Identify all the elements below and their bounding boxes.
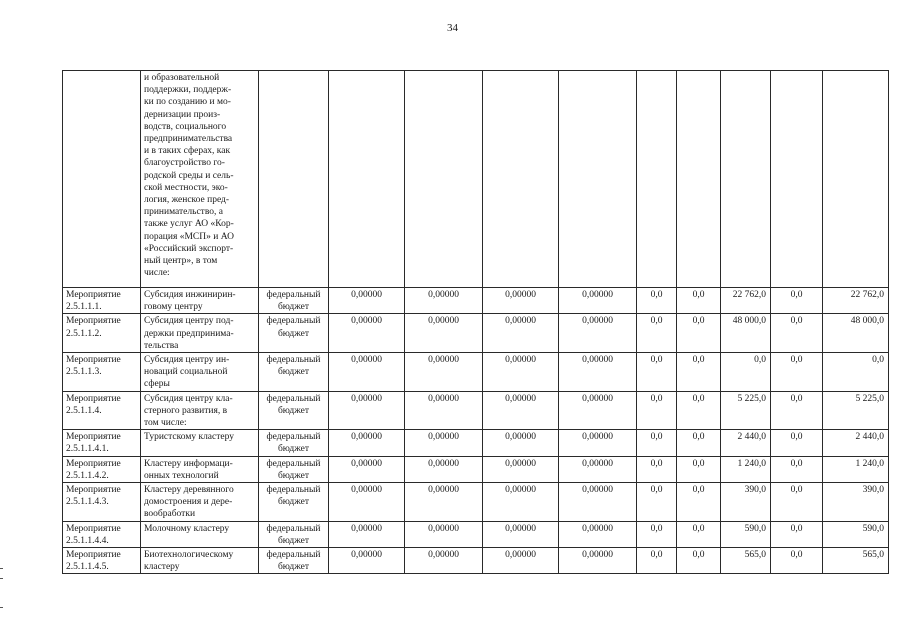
cell-value: 0,00000	[405, 483, 483, 522]
cell-empty	[559, 71, 637, 288]
cell-value: 0,00000	[329, 548, 405, 574]
cell-value: 390,0	[823, 483, 889, 522]
table-row	[63, 521, 889, 547]
cell-value: 390,0	[721, 483, 771, 522]
table-row	[63, 483, 889, 522]
cell-empty	[823, 71, 889, 288]
cell-name: Молочному кластеру	[141, 521, 259, 547]
cell-value: 5 225,0	[721, 391, 771, 430]
cell-value: 0,0	[677, 288, 721, 314]
cell-source: федеральный бюджет	[259, 353, 329, 392]
cell-value: 0,00000	[559, 391, 637, 430]
cell-value: 0,0	[823, 353, 889, 392]
cell-source: федеральный бюджет	[259, 548, 329, 574]
cell-value: 5 225,0	[823, 391, 889, 430]
cell-value: 0,00000	[405, 314, 483, 353]
table-row	[63, 314, 889, 353]
scan-edge-mark	[0, 578, 3, 579]
cell-value: 0,00000	[483, 353, 559, 392]
cell-value: 0,0	[771, 353, 823, 392]
cell-name: Кластеру информаци- онных технологий	[141, 456, 259, 482]
cell-value: 0,00000	[559, 353, 637, 392]
cell-value: 565,0	[721, 548, 771, 574]
cell-code: Мероприятие 2.5.1.1.4.4.	[63, 521, 141, 547]
cell-source: федеральный бюджет	[259, 288, 329, 314]
cell-value: 0,0	[721, 353, 771, 392]
cell-value: 0,0	[637, 483, 677, 522]
cell-value: 0,0	[771, 456, 823, 482]
cell-value: 0,0	[771, 391, 823, 430]
cell-name: и образовательной поддержки, поддерж- ки по созданию и мо- дернизации произ- водств, социального предпринимательства и в таких сферах, как благоустройство го- родской среды и сель- ской местности, эко- логия, женское пред- принимательство, а также услуг АО «Кор- порация «МСП» и АО «Российский экспорт- ный центр», в том числе:	[141, 71, 259, 288]
cell-value: 0,00000	[559, 548, 637, 574]
cell-value: 0,00000	[329, 521, 405, 547]
cell-empty	[329, 71, 405, 288]
page-number: 34	[447, 22, 458, 34]
cell-value: 0,00000	[559, 430, 637, 456]
cell-source: федеральный бюджет	[259, 456, 329, 482]
cell-value: 0,00000	[329, 288, 405, 314]
cell-value: 0,00000	[483, 456, 559, 482]
cell-value: 0,00000	[559, 521, 637, 547]
cell-value: 0,0	[677, 353, 721, 392]
cell-value: 565,0	[823, 548, 889, 574]
cell-code	[63, 71, 141, 288]
table-row	[63, 430, 889, 456]
cell-value: 0,0	[677, 314, 721, 353]
cell-value: 2 440,0	[823, 430, 889, 456]
cell-value: 0,0	[637, 521, 677, 547]
cell-value: 0,00000	[483, 483, 559, 522]
cell-value: 0,0	[771, 314, 823, 353]
cell-value: 0,00000	[405, 521, 483, 547]
table-row	[63, 456, 889, 482]
cell-code: Мероприятие 2.5.1.1.4.2.	[63, 456, 141, 482]
table-row	[63, 391, 889, 430]
table-row	[63, 548, 889, 574]
cell-value: 0,0	[637, 430, 677, 456]
cell-source: федеральный бюджет	[259, 391, 329, 430]
cell-value: 48 000,0	[823, 314, 889, 353]
cell-value: 0,00000	[559, 483, 637, 522]
table-body	[63, 71, 889, 574]
cell-code: Мероприятие 2.5.1.1.4.5.	[63, 548, 141, 574]
cell-empty	[721, 71, 771, 288]
cell-value: 0,0	[677, 391, 721, 430]
cell-value: 0,00000	[405, 430, 483, 456]
cell-empty	[677, 71, 721, 288]
cell-value: 0,0	[637, 314, 677, 353]
cell-source: федеральный бюджет	[259, 430, 329, 456]
cell-value: 0,0	[771, 288, 823, 314]
cell-value: 1 240,0	[721, 456, 771, 482]
cell-value: 0,00000	[329, 353, 405, 392]
cell-empty	[405, 71, 483, 288]
cell-empty	[259, 71, 329, 288]
cell-value: 0,0	[677, 548, 721, 574]
cell-name: Субсидия инжинирин- говому центру	[141, 288, 259, 314]
cell-value: 1 240,0	[823, 456, 889, 482]
cell-code: Мероприятие 2.5.1.1.4.3.	[63, 483, 141, 522]
cell-code: Мероприятие 2.5.1.1.2.	[63, 314, 141, 353]
cell-value: 22 762,0	[823, 288, 889, 314]
cell-value: 0,00000	[329, 391, 405, 430]
cell-empty	[483, 71, 559, 288]
cell-value: 590,0	[721, 521, 771, 547]
cell-name: Биотехнологическому кластеру	[141, 548, 259, 574]
cell-code: Мероприятие 2.5.1.1.4.1.	[63, 430, 141, 456]
cell-value: 0,00000	[329, 483, 405, 522]
cell-code: Мероприятие 2.5.1.1.1.	[63, 288, 141, 314]
budget-table	[62, 70, 889, 574]
cell-value: 0,0	[771, 521, 823, 547]
cell-name: Кластеру деревянного домостроения и дере- вообработки	[141, 483, 259, 522]
cell-value: 0,00000	[483, 288, 559, 314]
cell-value: 0,0	[637, 288, 677, 314]
cell-value: 0,00000	[483, 521, 559, 547]
cell-value: 0,00000	[329, 430, 405, 456]
cell-value: 0,0	[771, 548, 823, 574]
scan-edge-mark	[0, 607, 3, 608]
cell-value: 0,0	[637, 548, 677, 574]
scan-edge-mark	[0, 568, 3, 569]
cell-empty	[771, 71, 823, 288]
cell-value: 0,00000	[559, 314, 637, 353]
cell-name: Субсидия центру кла- стерного развития, в том числе:	[141, 391, 259, 430]
cell-value: 0,00000	[405, 548, 483, 574]
cell-value: 0,0	[637, 391, 677, 430]
cell-value: 0,0	[677, 430, 721, 456]
cell-source: федеральный бюджет	[259, 483, 329, 522]
cell-value: 22 762,0	[721, 288, 771, 314]
cell-value: 0,0	[771, 430, 823, 456]
cell-source: федеральный бюджет	[259, 521, 329, 547]
cell-name: Субсидия центру ин- новаций социальной сферы	[141, 353, 259, 392]
cell-value: 0,00000	[329, 314, 405, 353]
cell-value: 0,00000	[483, 391, 559, 430]
cell-value: 0,00000	[405, 391, 483, 430]
cell-value: 0,0	[677, 483, 721, 522]
cell-source: федеральный бюджет	[259, 314, 329, 353]
table-row	[63, 288, 889, 314]
table-row-continuation	[63, 71, 889, 288]
cell-value: 0,00000	[405, 456, 483, 482]
cell-value: 0,0	[677, 456, 721, 482]
cell-value: 48 000,0	[721, 314, 771, 353]
cell-value: 0,00000	[483, 430, 559, 456]
cell-name: Туристскому кластеру	[141, 430, 259, 456]
cell-value: 0,00000	[483, 314, 559, 353]
cell-empty	[637, 71, 677, 288]
cell-name: Субсидия центру под- держки предпринима- тельства	[141, 314, 259, 353]
cell-value: 0,00000	[483, 548, 559, 574]
cell-value: 0,00000	[559, 288, 637, 314]
table-row	[63, 353, 889, 392]
cell-value: 0,00000	[329, 456, 405, 482]
cell-value: 0,00000	[559, 456, 637, 482]
cell-value: 0,0	[771, 483, 823, 522]
cell-value: 2 440,0	[721, 430, 771, 456]
cell-value: 0,0	[677, 521, 721, 547]
cell-value: 0,0	[637, 353, 677, 392]
cell-code: Мероприятие 2.5.1.1.3.	[63, 353, 141, 392]
cell-value: 0,00000	[405, 353, 483, 392]
cell-value: 590,0	[823, 521, 889, 547]
cell-code: Мероприятие 2.5.1.1.4.	[63, 391, 141, 430]
cell-value: 0,00000	[405, 288, 483, 314]
cell-value: 0,0	[637, 456, 677, 482]
